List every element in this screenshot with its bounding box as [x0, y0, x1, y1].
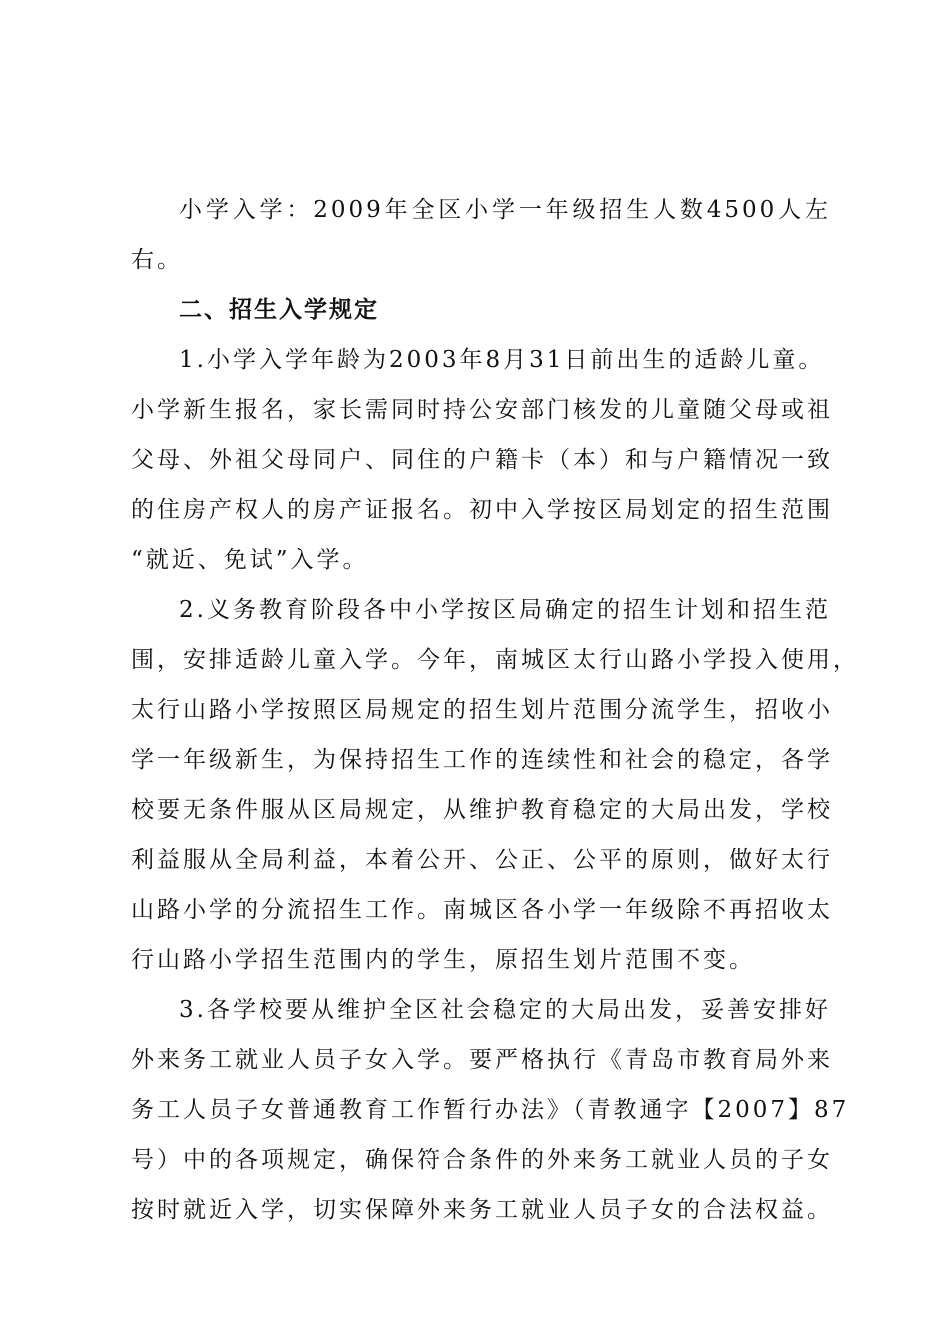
paragraph-3 — [131, 985, 850, 1235]
paragraph-line: 围，安排适龄儿童入学。今年，南城区太行山路小学投入使用， — [131, 647, 859, 673]
paragraph-line: 的住房产权人的房产证报名。初中入学按区局划定的招生范围 — [131, 497, 833, 523]
paragraph-line: 按时就近入学，切实保障外来务工就业人员子女的合法权益。 — [131, 1197, 833, 1223]
paragraph-line: 行山路小学招生范围内的学生，原招生划片范围不变。 — [131, 947, 755, 973]
paragraph-line: 父母、外祖父母同户、同住的户籍卡（本）和与户籍情况一致 — [131, 447, 833, 473]
paragraph-line: 务工人员子女普通教育工作暂行办法》（青教通字【2007】87 — [131, 1097, 850, 1123]
paragraph-line: 2.义务教育阶段各中小学按区局确定的招生计划和招生范 — [179, 597, 831, 623]
intro-paragraph — [131, 185, 831, 285]
paragraph-line: 学一年级新生，为保持招生工作的连续性和社会的稳定，各学 — [131, 747, 833, 773]
paragraph-line: 小学新生报名，家长需同时持公安部门核发的儿童随父母或祖 — [131, 397, 833, 423]
paragraph-line: 1.小学入学年龄为2003年8月31日前出生的适龄儿童。 — [179, 347, 825, 373]
paragraph-line: 3.各学校要从维护全区社会稳定的大局出发，妥善安排好 — [179, 997, 831, 1023]
paragraph-line: 山路小学的分流招生工作。南城区各小学一年级除不再招收太 — [131, 897, 833, 923]
paragraph-line: “就近、免试”入学。 — [131, 547, 369, 573]
intro-line: 小学入学：2009年全区小学一年级招生人数4500人左右。 — [131, 197, 831, 273]
paragraph-line: 校要无条件服从区局规定，从维护教育稳定的大局出发，学校 — [131, 797, 833, 823]
paragraph-line: 利益服从全局利益，本着公开、公正、公平的原则，做好太行 — [131, 847, 833, 873]
document-body — [131, 185, 859, 1235]
paragraph-line: 外来务工就业人员子女入学。要严格执行《青岛市教育局外来 — [131, 1047, 833, 1073]
paragraph-2 — [131, 585, 859, 985]
section-heading: 二、招生入学规定 — [179, 297, 379, 323]
paragraph-line: 太行山路小学按照区局规定的招生划片范围分流学生，招收小 — [131, 697, 833, 723]
paragraph-line: 号）中的各项规定，确保符合条件的外来务工就业人员的子女 — [131, 1147, 833, 1173]
paragraph-1 — [131, 335, 831, 585]
